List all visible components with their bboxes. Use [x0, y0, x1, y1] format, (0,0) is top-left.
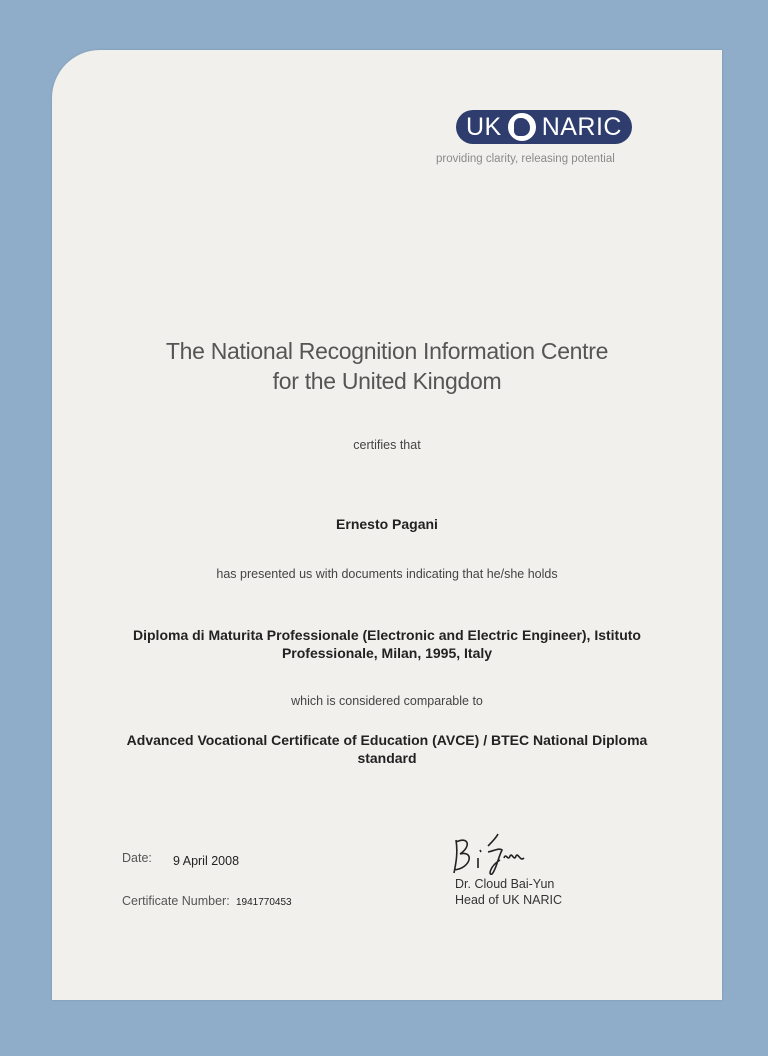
globe-icon [506, 111, 538, 143]
signatory-name: Dr. Cloud Bai-Yun [455, 877, 555, 891]
certificate-title [52, 336, 722, 396]
date-value: 9 April 2008 [173, 854, 240, 868]
title-line1: The National Recognition Information Centre [165, 338, 609, 364]
signature [448, 828, 538, 878]
title-line2: for the United Kingdom [272, 368, 502, 394]
presented-text: has presented us with documents indicating that he/she holds [216, 567, 558, 581]
equivalent-line2: standard [357, 750, 417, 766]
uk-naric-logo [456, 110, 632, 144]
logo-naric: NARIC [541, 112, 622, 141]
qualification [52, 626, 722, 662]
comparable-text: which is considered comparable to [291, 694, 483, 708]
logo-tagline: providing clarity, releasing potential [436, 153, 615, 165]
certificate-number-label: Certificate Number: [122, 894, 230, 908]
logo-uk: UK [466, 112, 502, 141]
holder-name: Ernesto Pagani [336, 516, 438, 532]
date-label: Date: [122, 851, 152, 865]
qualification-line1: Diploma di Maturita Professionale (Electronic and Electric Engineer), Istituto [133, 627, 641, 643]
certifies-text: certifies that [353, 438, 421, 452]
signatory-role: Head of UK NARIC [455, 893, 562, 907]
qualification-line2: Professionale, Milan, 1995, Italy [281, 645, 493, 661]
certificate-number-value: 1941770453 [236, 897, 292, 908]
equivalent-qualification [52, 731, 722, 767]
equivalent-line1: Advanced Vocational Certificate of Education (AVCE) / BTEC National Diploma [126, 732, 648, 748]
